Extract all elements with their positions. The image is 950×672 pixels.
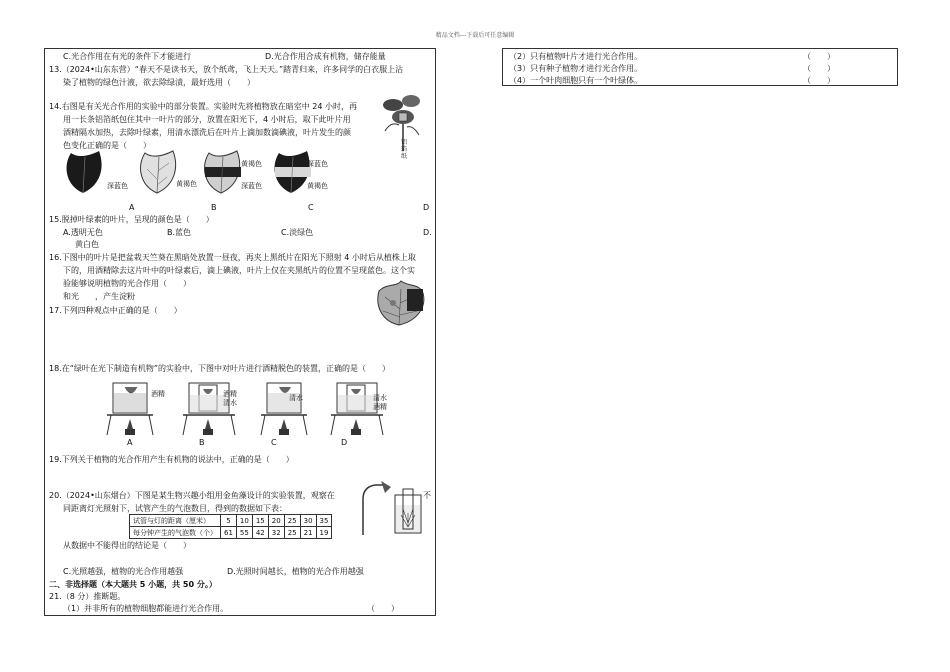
table-cell: 32 xyxy=(268,527,284,539)
q21-item-1-answer: （ ） xyxy=(367,604,399,613)
foil-label: 铝箔纸 xyxy=(401,139,408,160)
leaf-c xyxy=(199,149,243,195)
table-row-header: 每分钟产生的气泡数（个） xyxy=(130,527,221,539)
leaf-c-label-top: 黄褐色 xyxy=(241,160,262,168)
q18-option-a: A xyxy=(127,438,133,447)
table-cell: 5 xyxy=(221,515,237,527)
left-column xyxy=(44,48,436,616)
q20-line3: 从数据中不能得出的结论是（ ） xyxy=(63,541,191,550)
table-cell: 20 xyxy=(268,515,284,527)
q21-item-4: （4）一个叶肉细胞只有一个叶绿体。 xyxy=(509,76,643,85)
q21-item-1: （1）并非所有的植物细胞都能进行光合作用。 xyxy=(63,604,229,613)
leaf-black-paper-figure xyxy=(373,279,429,327)
section-two-heading: 二、非选择题（本大题共 5 小题，共 50 分。） xyxy=(49,580,217,589)
q21-item-4-answer: （ ） xyxy=(803,76,835,85)
beaker-d-label-outer: 酒精 xyxy=(373,403,387,411)
table-row xyxy=(130,527,332,539)
lamp-test-tube-figure xyxy=(359,479,425,537)
q20-option-c: C.光照越强，植物的光合作用越强 xyxy=(63,567,184,576)
beaker-c-label: 清水 xyxy=(289,394,303,402)
q16-line4: 和光 ，产生淀粉 xyxy=(63,292,135,301)
q15-stem: 15.脱掉叶绿素的叶片，呈现的颜色是（ ） xyxy=(49,215,214,224)
q21-stem: 21.（8 分）推断题。 xyxy=(49,592,126,601)
q14-line1: 14.右图是有关光合作用的实验中的部分装置。实验时先将植物放在暗室中 24 小时，再 xyxy=(49,102,357,111)
q14-option-c: C xyxy=(308,203,314,212)
table-cell: 30 xyxy=(300,515,316,527)
q19-stem: 19.下列关于植物的光合作用产生有机物的说法中，正确的是（ ） xyxy=(49,455,294,464)
table-cell: 25 xyxy=(284,527,300,539)
table-cell: 42 xyxy=(252,527,268,539)
beaker-c xyxy=(257,377,317,439)
table-cell: 55 xyxy=(236,527,252,539)
leaf-b xyxy=(135,149,179,195)
table-row-header: 试管与灯的距离（厘米） xyxy=(130,515,221,527)
q18-option-d: D xyxy=(341,438,348,447)
table-cell: 35 xyxy=(316,515,332,527)
beaker-b-label-inner: 酒精 xyxy=(223,390,237,398)
q18-option-b: B xyxy=(199,438,205,447)
q16-line2: 下的，用酒精除去这片叶中的叶绿素后，滴上碘液，叶片上仅在夹黑纸片的位置不呈现蓝色。这个实 xyxy=(63,266,415,275)
beaker-b-label-outer: 清水 xyxy=(223,399,237,407)
q20-option-d: D.光照时间越长，植物的光合作用越强 xyxy=(227,567,364,576)
beaker-d-label-inner: 清水 xyxy=(373,394,387,402)
q13-line2: 染了植物的绿色汁液，欲去除绿渍，最好选用（ ） xyxy=(63,78,255,87)
beaker-a xyxy=(103,377,163,439)
q12-option-c: C.光合作用在有光的条件下才能进行 xyxy=(63,52,192,61)
q21-item-3: （3）只有种子植物才进行光合作用。 xyxy=(509,64,643,73)
table-cell: 21 xyxy=(300,527,316,539)
table-row xyxy=(130,515,332,527)
table-cell: 61 xyxy=(221,527,237,539)
q15-option-b: B.蓝色 xyxy=(167,228,192,237)
q17-stem: 17.下列四种观点中正确的是（ ） xyxy=(49,306,182,315)
table-cell: 25 xyxy=(284,515,300,527)
q14-line2: 用一长条铝箔纸包住其中一叶片的部分，放置在阳光下，4 小时后，取下此叶片用 xyxy=(63,115,351,124)
leaf-a-label: 深蓝色 xyxy=(107,182,128,190)
q15-option-d: D. xyxy=(423,228,432,237)
right-column xyxy=(502,48,898,86)
q18-option-c: C xyxy=(271,438,277,447)
leaf-c-label-bottom: 深蓝色 xyxy=(241,182,262,190)
q14-option-d: D xyxy=(423,203,430,212)
q15-option-a: A.透明无色 xyxy=(63,228,103,237)
page-header: 精品文档---下载后可任意编辑 xyxy=(435,32,515,39)
table-cell: 19 xyxy=(316,527,332,539)
q15-option-d-text: 黄白色 xyxy=(75,240,99,249)
q21-item-3-answer: （ ） xyxy=(803,64,835,73)
q13-line1: 13.（2024•山东东营）“春天不是读书天，放个纸鸢，飞上天天。”踏青归来，许多同学的白衣服上沾 xyxy=(49,65,404,74)
q16-line1: 16.下图中的叶片是把盆栽天竺葵在黑暗处放置一昼夜，再夹上黑纸片在阳光下照射 4 小时后从植株上取 xyxy=(49,253,416,262)
q14-option-a: A xyxy=(129,203,135,212)
leaf-b-label: 黄褐色 xyxy=(176,180,197,188)
table-cell: 15 xyxy=(252,515,268,527)
bubble-data-table xyxy=(129,514,332,539)
q18-stem: 18.在“绿叶在光下制造有机物”的实验中，下图中对叶片进行酒精脱色的装置，正确的是（ ） xyxy=(49,364,391,373)
table-cell: 10 xyxy=(236,515,252,527)
q20-line1: 20.（2024•山东烟台）下图是某生物兴趣小组用金鱼藻设计的实验装置，观察在 xyxy=(49,491,335,500)
q14-line3: 酒精隔水加热，去除叶绿素，用清水漂洗后在叶片上滴加数滴碘液，叶片发生的颜 xyxy=(63,128,351,137)
beaker-a-label: 酒精 xyxy=(151,390,165,398)
q12-option-d: D.光合作用合成有机物，储存能量 xyxy=(265,52,386,61)
q15-option-c: C.淡绿色 xyxy=(281,228,314,237)
q16-line3: 验能够说明植物的光合作用（ ） xyxy=(63,279,191,288)
beaker-b xyxy=(181,377,241,439)
leaf-d-label-top: 深蓝色 xyxy=(307,160,328,168)
q14-line4: 色变化正确的是（ ） xyxy=(63,141,151,150)
q20-line2: 同距离灯光照射下，试管产生的气泡数目，得到的数据如下表： xyxy=(63,504,287,513)
q21-item-2: （2）只有植物叶片才进行光合作用。 xyxy=(509,52,643,61)
q14-option-b: B xyxy=(211,203,217,212)
q21-item-2-answer: （ ） xyxy=(803,52,835,61)
leaf-d-label-bottom: 黄褐色 xyxy=(307,182,328,190)
leaf-a xyxy=(61,149,105,195)
q20-line1-tail: 不 xyxy=(423,491,431,500)
